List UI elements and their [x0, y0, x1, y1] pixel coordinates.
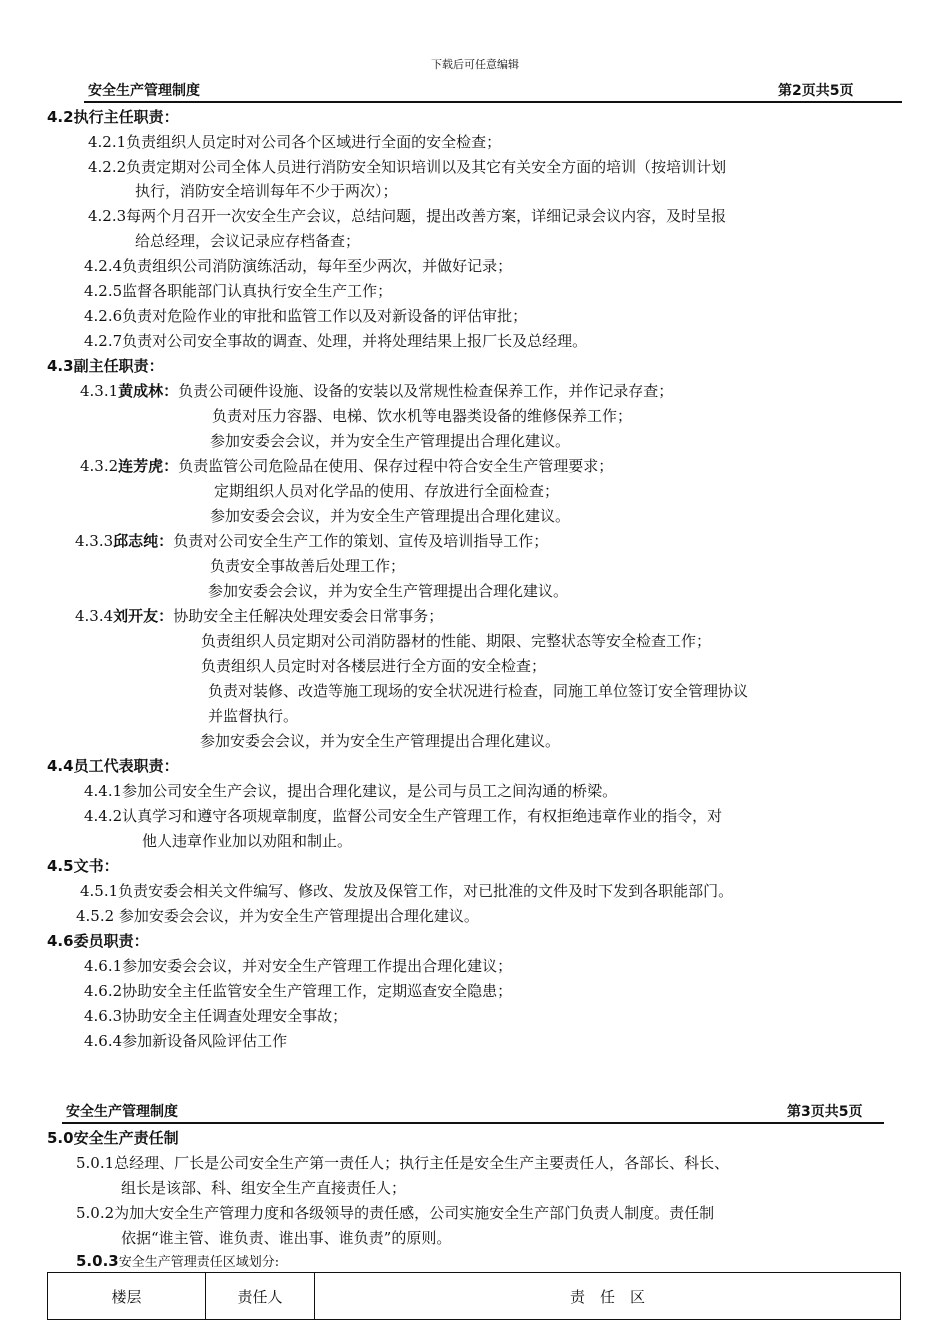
person-name: 邱志纯： [113, 532, 174, 550]
line-text: 负责监管公司危险品在使用、保存过程中符合安全生产管理要求； [178, 457, 614, 475]
line-text: 执行，消防安全培训每年不少于两次）； [135, 182, 398, 200]
line-text: 4.6.4参加新设备风险评估工作 [84, 1032, 288, 1050]
text-line [121, 1227, 451, 1248]
line-text: 5.0.2为加大安全生产管理力度和各级领导的责任感，公司实施安全生产部门负责人制度。责任制 [76, 1204, 715, 1222]
text-line [201, 655, 546, 676]
line-text: 安全生产管理责任区域划分: [118, 1255, 280, 1270]
line-text: 4.2.2负责定期对公司全体人员进行消防安全知识培训以及其它有关安全方面的培训（按培训计划 [88, 158, 727, 176]
text-line [75, 605, 443, 626]
text-line [80, 380, 673, 401]
header-area: 责 任 区 [315, 1273, 901, 1320]
text-line [208, 680, 748, 701]
line-text: 4.6委员职责： [47, 932, 149, 950]
text-line [84, 255, 512, 276]
text-line [84, 1005, 347, 1026]
text-line [84, 955, 512, 976]
line-text: 负责对公司安全生产工作的策划、宣传及培训指导工作； [173, 532, 549, 550]
text-line [76, 905, 479, 926]
line-text: 负责公司硬件设施、设备的安装以及常规性检查保养工作，并作记录存查； [178, 382, 674, 400]
line-text: 参加安委会会议，并为安全生产管理提出合理化建议。 [210, 432, 571, 450]
page3-header-rule [62, 1122, 884, 1124]
text-line [84, 980, 512, 1001]
line-text: 参加安委会会议，并为安全生产管理提出合理化建议。 [210, 507, 571, 525]
section-heading [47, 755, 179, 776]
item-number: 4.3.1 [80, 382, 119, 400]
line-text: 组长是该部、科、组安全生产直接责任人； [121, 1179, 407, 1197]
line-text: 4.2.3每两个月召开一次安全生产会议，总结问题，提出改善方案，详细记录会议内容，及时呈报 [88, 207, 727, 225]
header-person: 责任人 [206, 1273, 315, 1320]
text-line [210, 555, 405, 576]
text-line [210, 505, 570, 526]
person-name: 连芳虎： [118, 457, 179, 475]
line-text: 4.2.6负责对危险作业的审批和监管工作以及对新设备的评估审批； [84, 307, 528, 325]
section-heading [47, 106, 179, 127]
text-line [76, 1152, 729, 1173]
line-text: 给总经理，会议记录应存档备查； [135, 232, 361, 250]
line-text: 4.4.2认真学习和遵守各项规章制度，监督公司安全生产管理工作，有权拒绝违章作业的指令，对 [84, 807, 723, 825]
item-number: 4.3.2 [80, 457, 119, 475]
person-name: 刘开友： [113, 607, 174, 625]
section-heading [47, 355, 164, 376]
section-heading [47, 1127, 179, 1148]
page2-header-rule [84, 101, 902, 103]
line-text: 4.5文书： [47, 857, 119, 875]
line-text: 参加安委会会议，并为安全生产管理提出合理化建议。 [200, 732, 561, 750]
text-line [80, 880, 733, 901]
line-text: 5.0安全生产责任制 [47, 1129, 179, 1147]
section-heading [47, 930, 149, 951]
text-line [84, 1030, 287, 1051]
text-line [200, 730, 560, 751]
header-floor: 楼层 [48, 1273, 206, 1320]
text-line [212, 405, 632, 426]
line-text: 4.2.1负责组织人员定时对公司各个区域进行全面的安全检查； [88, 133, 502, 151]
line-text: 他人违章作业加以劝阻和制止。 [142, 832, 353, 850]
line-text: 5.0.1总经理、厂长是公司安全生产第一责任人；执行主任是安全生产主要责任人，各部长、科长、 [76, 1154, 730, 1172]
text-line [84, 805, 722, 826]
text-line [208, 580, 568, 601]
line-text: 依据“谁主管、谁负责、谁出事、谁负责”的原则。 [121, 1229, 452, 1247]
line-text: 4.5.1负责安委会相关文件编写、修改、发放及保管工作，对已批准的文件及时下发到各职能部门。 [80, 882, 734, 900]
line-text: 4.6.3协助安全主任调查处理安全事故； [84, 1007, 348, 1025]
text-line [80, 455, 613, 476]
line-text: 参加安委会会议，并为安全生产管理提出合理化建议。 [208, 582, 569, 600]
line-text: 定期组织人员对化学品的使用、存放进行全面检查； [214, 482, 560, 500]
line-text: 4.6.2协助安全主任监管安全生产管理工作，定期巡查安全隐患； [84, 982, 513, 1000]
text-line [208, 705, 298, 726]
line-text: 4.2.4负责组织公司消防演练活动，每年至少两次，并做好记录； [84, 257, 513, 275]
line-text: 负责组织人员定时对各楼层进行全方面的安全检查； [201, 657, 547, 675]
text-line [76, 1202, 714, 1223]
line-text: 4.6.1参加安委会会议，并对安全生产管理工作提出合理化建议； [84, 957, 513, 975]
text-line [135, 180, 398, 201]
text-line [76, 1251, 279, 1270]
text-line [88, 131, 501, 152]
text-line [201, 630, 711, 651]
text-line [214, 480, 559, 501]
table-header-row [48, 1273, 901, 1320]
line-text: 4.2执行主任职责： [47, 108, 179, 126]
line-text: 协助安全主任解决处理安委会日常事务； [173, 607, 444, 625]
text-line [84, 280, 392, 301]
text-line [88, 205, 726, 226]
page2-page-number: 第2页共5页 [778, 83, 854, 99]
line-text: 4.5.2 参加安委会会议，并为安全生产管理提出合理化建议。 [76, 907, 479, 925]
line-text: 4.3副主任职责： [47, 357, 164, 375]
text-line [88, 156, 726, 177]
line-text: 4.4员工代表职责： [47, 757, 179, 775]
item-number: 4.3.4 [75, 607, 114, 625]
text-line [84, 780, 617, 801]
text-line [142, 830, 352, 851]
page2-title: 安全生产管理制度 [88, 83, 200, 99]
text-line [135, 230, 360, 251]
line-text: 4.2.5监督各职能部门认真执行安全生产工作； [84, 282, 393, 300]
text-line [75, 530, 548, 551]
text-line [84, 305, 527, 326]
line-text: 负责对压力容器、电梯、饮水机等电器类设备的维修保养工作； [212, 407, 633, 425]
text-line [84, 330, 587, 351]
line-text: 4.2.7负责对公司安全事故的调查、处理，并将处理结果上报厂长及总经理。 [84, 332, 588, 350]
top-note: 下载后可任意编辑 [431, 58, 519, 71]
item-number: 5.0.3 [76, 1252, 119, 1270]
item-number: 4.3.3 [75, 532, 114, 550]
page3-page-number: 第3页共5页 [787, 1104, 863, 1120]
page3-title: 安全生产管理制度 [66, 1104, 178, 1120]
line-text: 并监督执行。 [208, 707, 299, 725]
person-name: 黄成林： [118, 382, 179, 400]
line-text: 负责对装修、改造等施工现场的安全状况进行检查，同施工单位签订安全管理协议 [208, 682, 749, 700]
text-line [210, 430, 570, 451]
line-text: 4.4.1参加公司安全生产会议，提出合理化建议，是公司与员工之间沟通的桥梁。 [84, 782, 618, 800]
responsibility-area-table [47, 1272, 901, 1320]
text-line [121, 1177, 406, 1198]
section-heading [47, 855, 119, 876]
line-text: 负责组织人员定期对公司消防器材的性能、期限、完整状态等安全检查工作； [201, 632, 712, 650]
line-text: 负责安全事故善后处理工作； [210, 557, 406, 575]
